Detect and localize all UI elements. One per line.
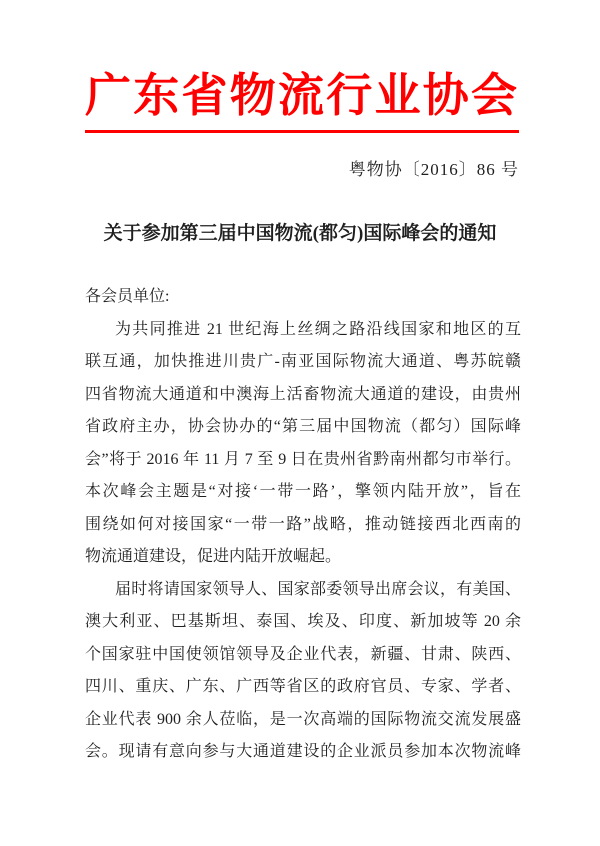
document-number: 粤物协〔2016〕86 号 [348,160,519,179]
body-line: 会。现请有意向参与大通道建设的企业派员参加本次物流峰 [85,743,521,760]
notice-title: 关于参加第三届中国物流(都匀)国际峰会的通知 [103,223,497,244]
body-line: 为共同推进 21 世纪海上丝绸之路沿线国家和地区的互 [115,320,521,338]
body-line: 围绕如何对接国家“一带一路”战略，推动链接西北西南的 [85,515,521,533]
body-line: 企业代表 900 余人莅临，是一次高端的国际物流交流发展盛 [85,710,521,728]
body-line: 个国家驻中国使领馆领导及企业代表，新疆、甘肃、陕西、 [85,645,521,663]
letterhead-red-divider [85,130,519,133]
body-line: 四川、重庆、广东、广西等省区的政府官员、专家、学者、 [85,678,521,695]
body-line: 澳大利亚、巴基斯坦、泰国、埃及、印度、新加坡等 20 余 [85,613,521,630]
paragraphs-container [85,314,521,769]
body-line: 联互通，加快推进川贵广-南亚国际物流大通道、粤苏皖赣 [85,353,521,370]
body-line: 省政府主办，协会协办的“第三届中国物流（都匀）国际峰 [85,418,521,435]
body-line: 届时将请国家领导人、国家部委领导出席会议，有美国、 [115,580,521,598]
paragraph [85,574,521,769]
body-line: 物流通道建设，促进内陆开放崛起。 [85,548,342,565]
body-line: 四省物流大通道和中澳海上活畜物流大通道的建设，由贵州 [85,385,521,403]
body-line: 本次峰会主题是“对接‘一带一路’，擎领内陆开放”，旨在 [85,483,521,500]
salutation: 各会员单位: [85,288,170,305]
letterhead-org-name: 广东省物流行业协会 [85,70,519,121]
body-line: 会”将于 2016 年 11 月 7 至 9 日在贵州省黔南州都匀市举行。 [85,450,521,468]
document-body [85,281,521,769]
paragraph [85,314,521,574]
